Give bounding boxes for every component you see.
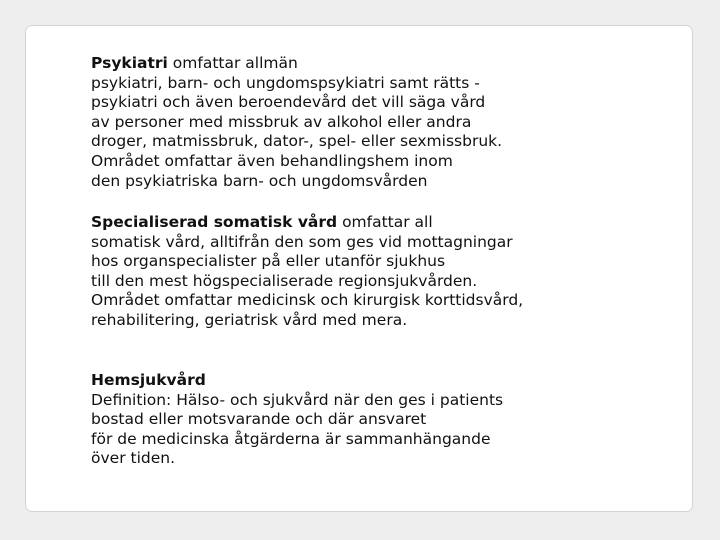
hemsjukvard-line: Definition: Hälso- och sjukvård när den ges i patients [91,390,504,409]
hemsjukvard-line: bostad eller motsvarande och där ansvaret [91,410,427,429]
somatisk-first-line-text: omfattar all [337,213,433,231]
psykiatri-line: psykiatri och även beroendevård det vill säga vård [91,93,486,112]
psykiatri-line: den psykiatriska barn- och ungdomsvården [91,171,428,190]
psykiatri-line: psykiatri, barn- och ungdomspsykiatri samt rätts - [91,73,480,92]
hemsjukvard-heading: Hemsjukvård [91,371,206,389]
psykiatri-line: Området omfattar även behandlingshem inom [91,151,453,170]
somatisk-section [91,213,523,331]
somatisk-first-line [91,213,523,233]
somatisk-line: hos organspecialister på eller utanför sjukhus [91,252,446,271]
somatisk-line: Området omfattar medicinsk och kirurgisk korttidsvård, [91,291,524,310]
psykiatri-first-line-text: omfattar allmän [167,54,298,72]
somatisk-heading: Specialiserad somatisk vård [91,213,338,231]
psykiatri-section [91,54,502,191]
psykiatri-line: av personer med missbruk av alkohol eller andra [91,112,472,131]
psykiatri-first-line [91,54,502,74]
somatisk-line: rehabilitering, geriatrisk vård med mera. [91,310,408,329]
psykiatri-line: droger, matmissbruk, dator-, spel- eller sexmissbruk. [91,132,503,151]
psykiatri-heading: Psykiatri [91,54,168,72]
hemsjukvard-line: över tiden. [91,449,176,468]
somatisk-line: somatisk vård, alltifrån den som ges vid mottagningar [91,232,513,251]
slide [25,25,693,512]
somatisk-line: till den mest högspecialiserade regionsjukvården. [91,271,478,290]
hemsjukvard-section [91,371,503,469]
hemsjukvard-line: för de medicinska åtgärderna är sammanhängande [91,429,491,448]
